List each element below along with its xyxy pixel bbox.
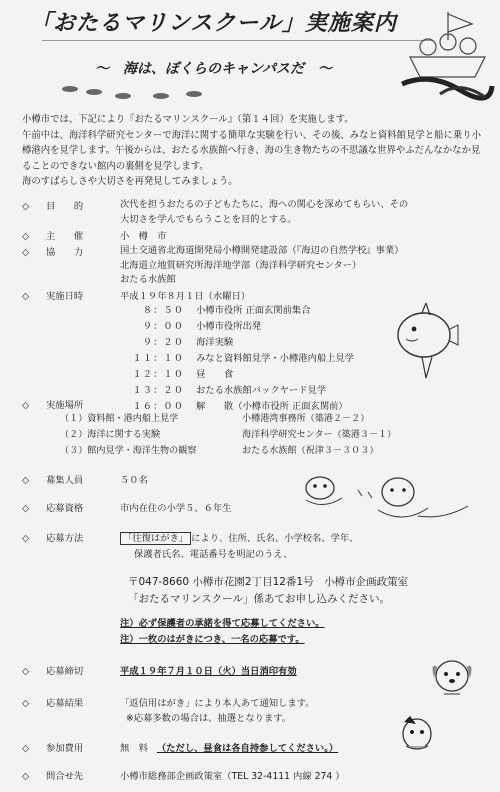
fish-icon: [153, 93, 169, 99]
result-line1: 「返信用はがき」により本人あて通知します。: [120, 698, 315, 709]
purpose-text: [120, 198, 408, 227]
fish-icon: [86, 89, 102, 95]
page-subtitle: ～ 海は、ぼくらのキャンパスだ ～: [95, 61, 333, 77]
eligibility-value: 市内在住の小学５、６年生: [120, 503, 232, 514]
schedule-event: 昼 食: [196, 369, 234, 380]
bullet: ◇: [22, 400, 30, 411]
schedule-item: [120, 351, 354, 367]
bullet: ◇: [22, 247, 30, 258]
schedule-event: 海洋実験: [196, 337, 234, 348]
eligibility-label: 応募資格: [46, 503, 84, 514]
purpose-line: 次代を担うおたるの子どもたちに、海への関心を深めてもらい、その: [120, 199, 409, 210]
schedule-time: １２：１０: [132, 369, 184, 380]
bullet: ◇: [22, 201, 30, 212]
schedule-time: ９：２０: [142, 337, 184, 348]
deadline-label: 応募締切: [46, 666, 84, 677]
date-label: 実施日時: [46, 291, 84, 302]
venue-label: 実施場所: [46, 400, 84, 411]
venue-item: [60, 411, 396, 427]
capacity-row: [22, 472, 116, 486]
method-line2: 保護者氏名、電話番号を明記のうえ、: [134, 549, 293, 560]
intro-line: 午前中は、海洋科学研究センターで海洋に関する簡単な実験を行い、その後、みなと資料館見学と船に乗り小樽港内を見学します。午後からは、おたる水族館へ行き、海の生き物たちの不思議な世界やふだんなかなか見ることのできない館内の裏側を見学します。: [22, 129, 482, 172]
bullet: ◇: [22, 503, 30, 514]
method-line1: [120, 530, 358, 544]
dog-illustration: [428, 652, 476, 700]
deadline-value: 平成１９年７月１０日（火）当日消印有効: [120, 666, 297, 677]
intro-line: 小樽市では、下記により『おたるマリンスクール』（第１４回）を実施します。: [22, 114, 354, 125]
venue-name: （２）海洋に関する実験: [60, 430, 161, 440]
fee-amount: 無 料: [120, 743, 148, 754]
bullet: ◇: [22, 291, 30, 302]
bullet: ◇: [22, 533, 30, 544]
mailing-address-2: 「おたるマリンスクール」係あてお申し込みください。: [128, 593, 390, 605]
bullet: ◇: [22, 743, 30, 754]
character-illustration: [396, 712, 438, 754]
venue-place: 海洋科学研究センター（築港３－１）: [242, 430, 397, 440]
fish-icon: [115, 93, 131, 99]
organizer-row: [22, 228, 116, 242]
cooperation-text: [120, 244, 404, 288]
schedule-event: おたる水族館バックヤード見学: [196, 385, 327, 396]
venue-place: おたる水族館（祝津３－３０３）: [242, 446, 379, 456]
schedule-item: [120, 303, 354, 319]
sunfish-illustration: [392, 303, 462, 381]
schedule-item: [120, 319, 354, 335]
schedule-time: ９：００: [142, 321, 184, 332]
organizer-label: 主 催: [46, 231, 84, 242]
schedule-item: [120, 383, 354, 399]
method-text: により、住所、氏名、小学校名、学年、: [191, 533, 359, 544]
schedule-event: 解 散（小樽市役所 正面玄関前）: [196, 401, 348, 412]
fee-row: [22, 740, 116, 754]
cooperation-line: 国土交通省北海道開発局小樽開発建設部（『海辺の自然学校』事業）: [120, 245, 404, 256]
organizer-value: 小 樽 市: [120, 231, 167, 242]
note-2: 注）一枚のはがきにつき、一名の応募です。: [120, 634, 305, 645]
method-row: [22, 530, 116, 544]
intro-line: 海のすばらしさや大切さを再発見してみましょう。: [22, 176, 238, 187]
purpose-row: [22, 198, 116, 212]
date-value: 平成１９年８月１日（水曜日）: [120, 291, 251, 302]
title-underline: [42, 40, 432, 41]
contact-value: 小樽市総務部企画政策室（TEL 32-4111 内線 274 ）: [120, 771, 345, 782]
page-title: 「おたるマリンスクール」実施案内: [30, 11, 397, 36]
venue-name: （３）館内見学・海洋生物の観察: [60, 446, 197, 456]
schedule-time: １３：２０: [132, 385, 184, 396]
eligibility-row: [22, 500, 116, 514]
schedule-event: 小樽市役所出発: [196, 321, 262, 332]
intro-text: [22, 112, 482, 190]
fish-icon: [62, 86, 78, 92]
purpose-label: 目 的: [46, 201, 84, 212]
schedule-time: １６：００: [132, 401, 184, 412]
schedule-time: ８：５０: [142, 305, 184, 316]
method-label: 応募方法: [46, 533, 84, 544]
venue-item: [60, 427, 396, 443]
schedule-item: [120, 367, 354, 383]
bullet: ◇: [22, 231, 30, 242]
venue-name: （１）資料館・港内船上見学: [60, 414, 179, 424]
schedule-event: みなと資料館見学・小樽港内船上見学: [196, 353, 355, 364]
result-line2: ※応募多数の場合は、抽選となります。: [126, 713, 292, 724]
bullet: ◇: [22, 666, 30, 677]
bullet: ◇: [22, 698, 30, 709]
cooperation-label: 協 力: [46, 247, 84, 258]
otters-illustration: [298, 470, 473, 528]
venue-place: 小樽港湾事務所（築港２－２）: [242, 414, 370, 424]
contact-row: [22, 768, 116, 782]
bullet: ◇: [22, 771, 30, 782]
boat-children-illustration: [400, 2, 495, 107]
note-1: 注）必ず保護者の承諾を得て応募してください。: [120, 618, 325, 629]
schedule-time: １１：１０: [132, 353, 184, 364]
method-notes: [120, 616, 325, 648]
fee-note: （ただし、昼食は各自持参してください。）: [156, 743, 339, 754]
fee-value: [120, 740, 338, 754]
cooperation-row: [22, 244, 116, 258]
schedule-item: [120, 335, 354, 351]
cooperation-line: 北海道立地質研究所海洋地学部（海洋科学研究センター）: [120, 259, 362, 271]
venue-list: [60, 411, 396, 459]
deadline-row: [22, 663, 116, 677]
result-label: 応募結果: [46, 698, 84, 709]
purpose-line: 大切さを学んでもらうことを目的とする。: [120, 213, 297, 225]
mailing-address: 〒047-8660 小樽市花園2丁目12番1号 小樽市企画政策室: [128, 576, 409, 588]
contact-label: 問合せ先: [46, 771, 84, 782]
result-row: [22, 695, 116, 709]
fee-label: 参加費用: [46, 743, 84, 754]
postcard-label: 「往復はがき」: [120, 532, 191, 545]
date-row: [22, 288, 116, 302]
schedule-event: 小樽市役所 正面玄関前集合: [196, 305, 311, 316]
schedule-list: [120, 303, 354, 415]
venue-item: [60, 443, 396, 459]
bullet: ◇: [22, 475, 30, 486]
venue-row: [22, 397, 116, 411]
capacity-value: ５０名: [120, 475, 148, 486]
capacity-label: 募集人員: [46, 475, 84, 486]
cooperation-line: おたる水族館: [120, 274, 176, 285]
fish-icon: [186, 91, 202, 97]
